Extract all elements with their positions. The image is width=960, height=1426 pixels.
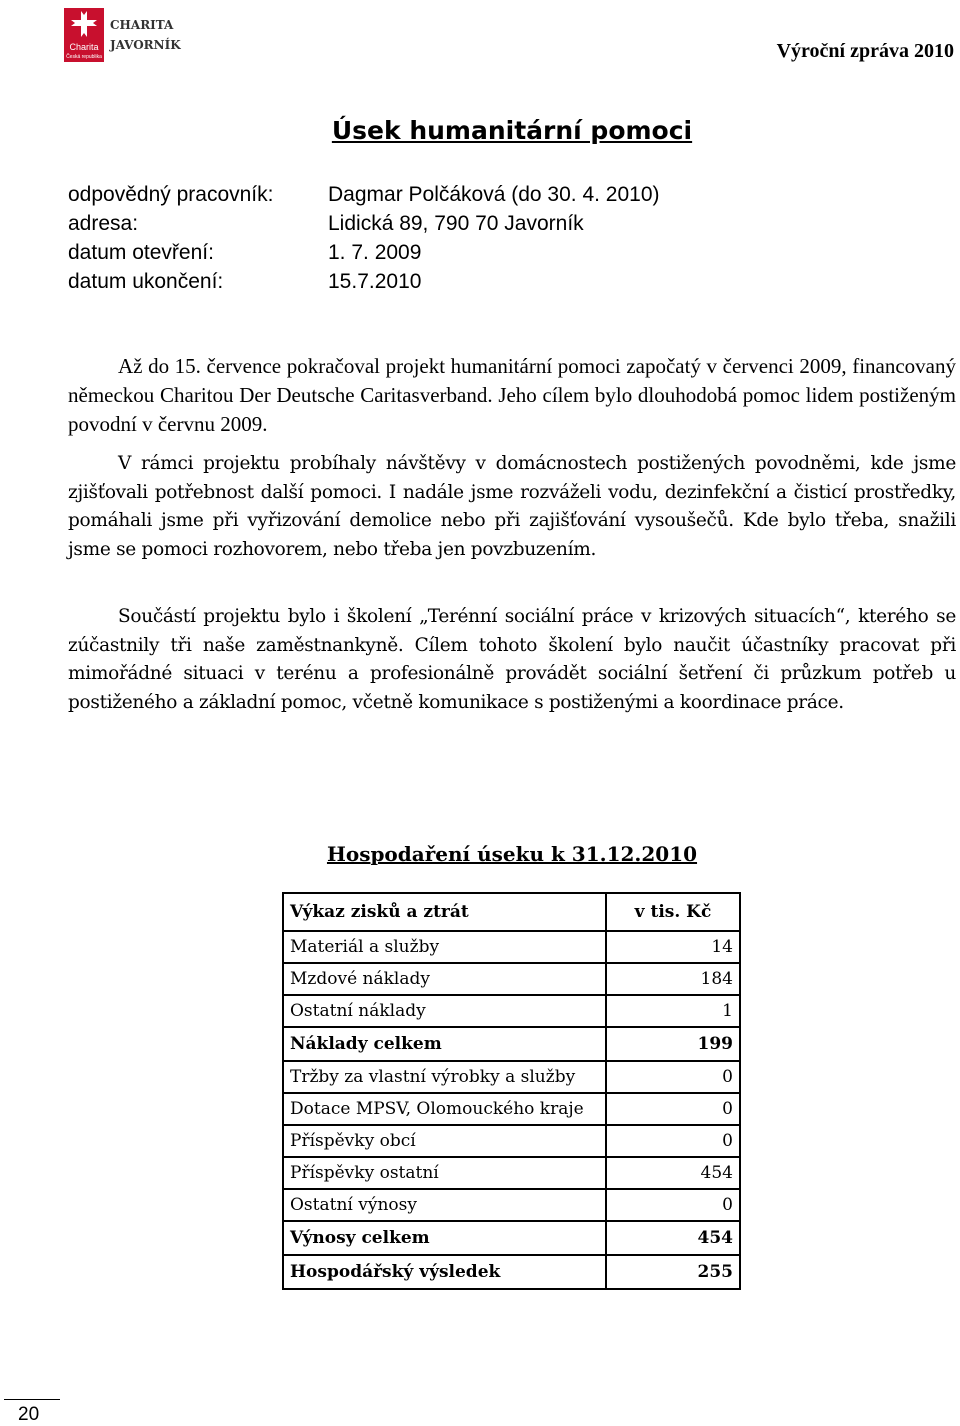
row-label: Příspěvky obcí xyxy=(283,1125,606,1157)
paragraph-intro: Až do 15. července pokračoval projekt humanitární pomoci započatý v červenci 2009, financovaný německou Charitou Der Deutsche Caritasverband. Jeho cílem bylo dlouhodobá pomoc lidem postiženým povodní v červnu 2009. xyxy=(68,354,956,436)
info-row-address xyxy=(68,209,660,238)
page-number: 20 xyxy=(18,1404,40,1425)
table-row xyxy=(283,1061,740,1093)
charita-logo xyxy=(64,8,181,62)
row-value: 0 xyxy=(606,1189,740,1221)
report-title: Výroční zpráva 2010 xyxy=(776,40,954,62)
row-value: 454 xyxy=(606,1157,740,1189)
section-title: Úsek humanitární pomoci xyxy=(331,116,693,145)
finance-table xyxy=(282,892,741,1290)
info-label: adresa: xyxy=(68,212,139,235)
paragraph-visits: V rámci projektu probíhaly návštěvy v domácnostech postižených povodněmi, kde jsme zjišťovali potřebnost další pomoci. I nadále jsme rozváželi vodu, dezinfekční a čisticí prostředky, pomáhali jsme při vyřizování demolice nebo při zajišťování vysoušečů. Kde bylo třeba, snažili jsme se pomoci rozhovorem, nebo třeba jen povzbuzením. xyxy=(68,453,956,560)
info-label: datum otevření: xyxy=(68,241,214,264)
table-row xyxy=(283,931,740,963)
paragraph-training: Součástí projektu bylo i školení „Terénní sociální práce v krizových situacích“, kterého se zúčastnily tři naše zaměstnankyně. Cílem tohoto školení bylo naučit účastníky pracovat při mimořádné situaci v terénu a profesionálně provádět sociální šetření či průzkum potřeb u postiženého a základní pomoc, včetně komunikace s postiženými a koordinace práce. xyxy=(68,606,956,713)
row-value: 0 xyxy=(606,1125,740,1157)
info-row-opened xyxy=(68,238,660,267)
row-value: 184 xyxy=(606,963,740,995)
info-row-closed xyxy=(68,267,660,296)
table-header-row xyxy=(283,893,740,931)
row-value: 199 xyxy=(606,1027,740,1061)
row-value: 14 xyxy=(606,931,740,963)
table-row-total xyxy=(283,1221,740,1255)
info-label: odpovědný pracovník: xyxy=(68,183,274,206)
table-row xyxy=(283,963,740,995)
row-label: Náklady celkem xyxy=(283,1027,606,1061)
table-row xyxy=(283,1189,740,1221)
logo-mark-subtext: Česká republika xyxy=(66,54,102,60)
row-label: Ostatní náklady xyxy=(283,995,606,1027)
table-row-result xyxy=(283,1255,740,1289)
info-value: 1. 7. 2009 xyxy=(328,241,422,264)
info-value: Dagmar Polčáková (do 30. 4. 2010) xyxy=(328,183,660,206)
table-row xyxy=(283,1125,740,1157)
row-value: 1 xyxy=(606,995,740,1027)
logo-line-2: JAVORNÍK xyxy=(110,38,181,52)
table-header-label: Výkaz zisků a ztrát xyxy=(283,893,606,931)
table-header-unit: v tis. Kč xyxy=(606,893,740,931)
info-label: datum ukončení: xyxy=(68,270,224,293)
footer-divider xyxy=(4,1399,60,1400)
logo-line-1: CHARITA xyxy=(110,18,174,32)
table-row-total xyxy=(283,1027,740,1061)
info-value: Lidická 89, 790 70 Javorník xyxy=(328,212,584,235)
row-label: Hospodářský výsledek xyxy=(283,1255,606,1289)
row-label: Mzdové náklady xyxy=(283,963,606,995)
row-label: Příspěvky ostatní xyxy=(283,1157,606,1189)
charita-cross-icon xyxy=(64,8,104,62)
info-value: 15.7.2010 xyxy=(328,270,422,293)
row-label: Tržby za vlastní výrobky a služby xyxy=(283,1061,606,1093)
row-value: 255 xyxy=(606,1255,740,1289)
table-row xyxy=(283,1157,740,1189)
row-label: Dotace MPSV, Olomouckého kraje xyxy=(283,1093,606,1125)
row-label: Výnosy celkem xyxy=(283,1221,606,1255)
info-row-responsible xyxy=(68,180,660,209)
row-label: Ostatní výnosy xyxy=(283,1189,606,1221)
row-value: 0 xyxy=(606,1093,740,1125)
finance-title: Hospodaření úseku k 31.12.2010 xyxy=(326,842,698,866)
row-label: Materiál a služby xyxy=(283,931,606,963)
logo-mark-text: Charita xyxy=(69,42,99,52)
row-value: 454 xyxy=(606,1221,740,1255)
info-block xyxy=(68,180,660,296)
table-row xyxy=(283,1093,740,1125)
logo-text xyxy=(110,15,181,55)
table-row xyxy=(283,995,740,1027)
row-value: 0 xyxy=(606,1061,740,1093)
